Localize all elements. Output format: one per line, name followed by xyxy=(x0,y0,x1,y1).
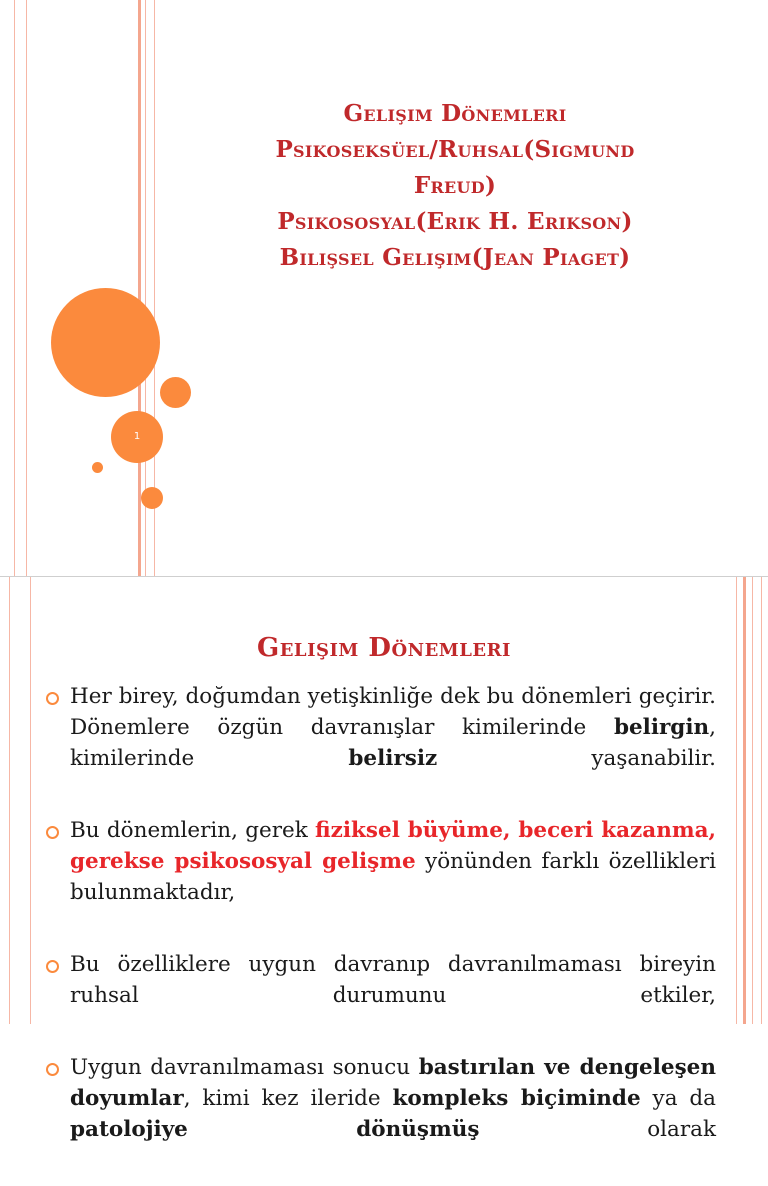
decorative-circle-large xyxy=(51,288,160,397)
title-line: Psikososyal(Erik H. Erikson) xyxy=(277,208,633,235)
bullet-item: Her birey, doğumdan yetişkinliğe dek bu dönemleri geçirir. Dönemlere özgün davranışlar kimilerinde belirgin, kimilerinde belirsiz yaşanabilir. xyxy=(46,681,716,805)
bullet-icon xyxy=(46,960,59,973)
bullet-item: Uygun davranılmaması sonucu bastırılan ve dengeleşen doyumlar, kimi kez ileride kompleks biçiminde ya da patolojiye dönüşmüş olarak xyxy=(46,1052,716,1176)
title-line: Bilişsel Gelişim(Jean Piaget) xyxy=(279,244,631,271)
bullet-icon xyxy=(46,1063,59,1076)
decorative-circle-small xyxy=(141,487,163,509)
bullet-item: Bu özelliklere uygun davranıp davranılmaması bireyin ruhsal durumunu etkiler, xyxy=(46,949,716,1042)
slide-title: Gelişim Dönemleri xyxy=(257,633,511,663)
decorative-line xyxy=(138,0,141,576)
decorative-line xyxy=(14,0,15,576)
bullet-list xyxy=(46,681,716,1186)
bullet-icon xyxy=(46,826,59,839)
title-line: Gelişim Dönemleri xyxy=(343,100,567,127)
highlighted-text: fiziksel büyüme, beceri kazanma, gerekse psikososyal gelişme xyxy=(70,818,716,874)
decorative-circle-small xyxy=(160,377,191,408)
title-line: Freud) xyxy=(413,172,497,199)
slide-title xyxy=(190,96,720,276)
content-slide xyxy=(0,577,768,1142)
title-slide xyxy=(0,0,768,576)
decorative-circle-tiny xyxy=(92,462,103,473)
bullet-icon xyxy=(46,692,59,705)
slide-number: 1 xyxy=(133,431,141,442)
decorative-line xyxy=(26,0,27,576)
bullet-item: Bu dönemlerin, gerek fiziksel büyüme, beceri kazanma, gerekse psikososyal gelişme yönünden farklı özellikleri bulunmaktadır, xyxy=(46,815,716,939)
title-line: Psikoseksüel/Ruhsal(Sigmund xyxy=(275,136,635,163)
